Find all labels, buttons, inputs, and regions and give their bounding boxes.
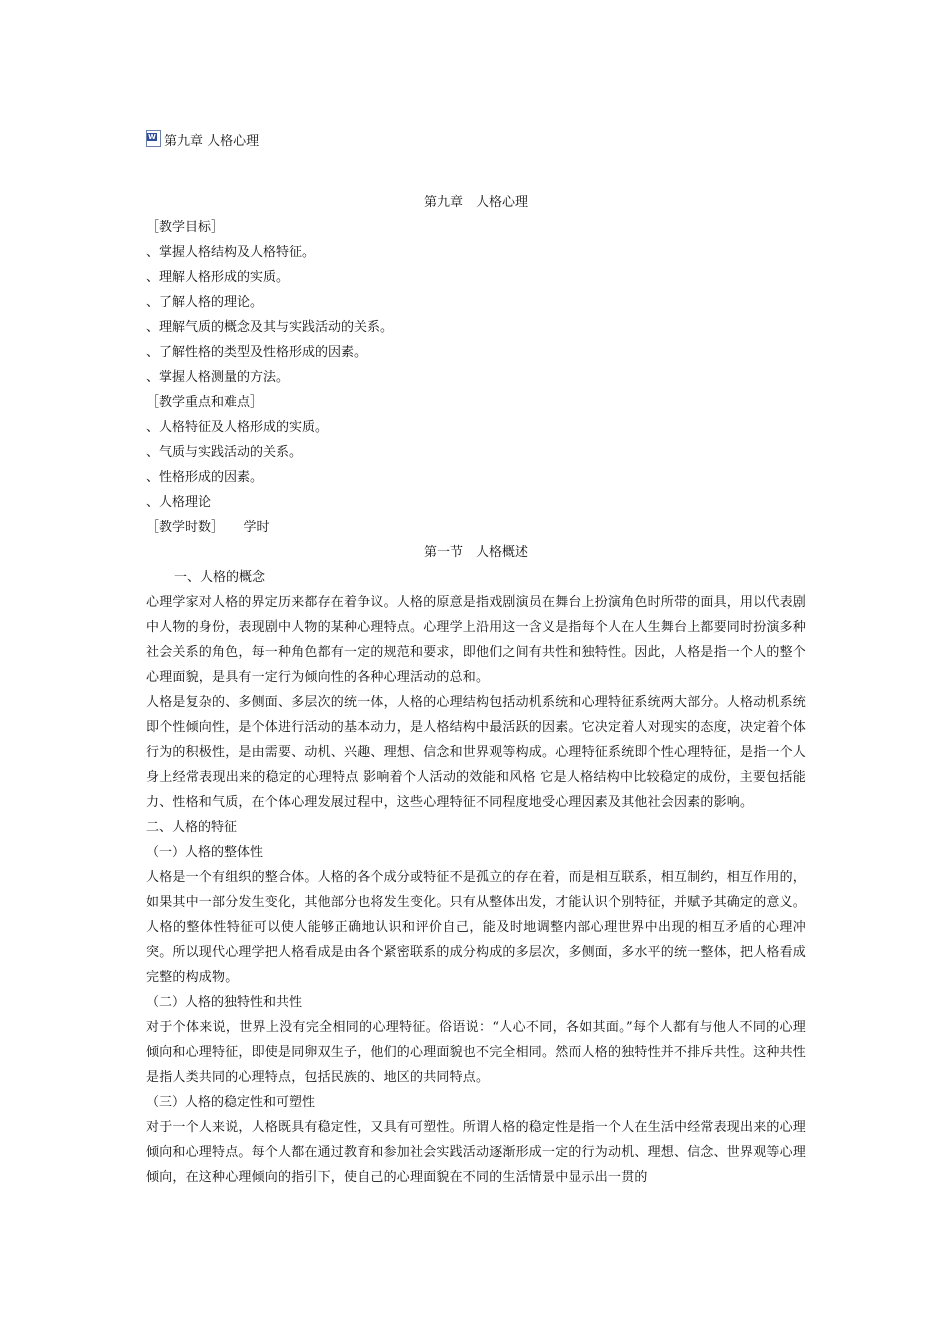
objectives-heading: ［教学目标］ (146, 220, 225, 235)
embedded-file-link[interactable] (146, 127, 259, 149)
chapter-title: 第九章 人格心理 (423, 195, 528, 210)
objective-item: 、理解人格形成的实质。 (146, 270, 290, 285)
teaching-hours: ［教学时数］ 学时 (146, 520, 270, 535)
word-document-icon[interactable]: W (146, 130, 162, 148)
key-point-item: 、气质与实践活动的关系。 (146, 445, 303, 460)
trait-2-paragraph: 对于个体来说，世界上没有完全相同的心理特征。俗语说：“人心不同，各如其面。”每个人都有与他人不同的心理倾向和心理特征，即使是同卵双生子，他们的心理面貌也不完全相同。然而人格的独特性并不排斥共性。这种共性是指人类共同的心理特点，包括民族的、地区的共同特点。 (146, 1020, 807, 1085)
concept-heading: 一、人格的概念 (174, 570, 266, 585)
key-point-item: 、人格特征及人格形成的实质。 (146, 420, 329, 435)
concept-paragraph-1: 心理学家对人格的界定历来都存在着争议。人格的原意是指戏剧演员在舞台上扮演角色时所带的面具，用以代表剧中人物的身份，表现剧中人物的某种心理特点。心理学上沿用这一含义是指每个人在人生舞台上都要同时扮演多种社会关系的角色，每一种角色都有一定的规范和要求，即他们之间有共性和独特性。因此，人格是指一个人的整个心理面貌，是具有一定行为倾向性的各种心理活动的总和。 (146, 595, 807, 685)
document-body (146, 190, 806, 1190)
objective-item: 、掌握人格测量的方法。 (146, 370, 290, 385)
trait-3-paragraph: 对于一个人来说，人格既具有稳定性，又具有可塑性。所谓人格的稳定性是指一个人在生活中经常表现出来的心理倾向和心理特点。每个人都在通过教育和参加社会实践活动逐渐形成一定的行为动机、理想、信念、世界观等心理倾向，在这种心理倾向的指引下，使自己的心理面貌在不同的生活情景中显示出一贯的 (146, 1120, 807, 1185)
trait-1-paragraph: 人格是一个有组织的整合体。人格的各个成分或特征不是孤立的存在着，而是相互联系，相互制约，相互作用的，如果其中一部分发生变化，其他部分也将发生变化。只有从整体出发，才能认识个别特征，并赋予其确定的意义。人格的整体性特征可以使人能够正确地认识和评价自己，能及时地调整内部心理世界中出现的相互矛盾的心理冲突。所以现代心理学把人格看成是由各个紧密联系的成分构成的多层次，多侧面，多水平的统一整体，把人格看成完整的构成物。 (146, 870, 807, 985)
objective-item: 、了解人格的理论。 (146, 295, 264, 310)
trait-3-heading: （三）人格的稳定性和可塑性 (146, 1095, 316, 1110)
traits-heading: 二、人格的特征 (146, 820, 238, 835)
key-points-heading: ［教学重点和难点］ (146, 395, 264, 410)
trait-2-heading: （二）人格的独特性和共性 (146, 995, 303, 1010)
objective-item: 、了解性格的类型及性格形成的因素。 (146, 345, 368, 360)
key-point-item: 、性格形成的因素。 (146, 470, 264, 485)
key-point-item: 、人格理论 (146, 495, 212, 510)
section-title: 第一节 人格概述 (423, 545, 528, 560)
trait-1-heading: （一）人格的整体性 (146, 845, 264, 860)
concept-paragraph-2: 人格是复杂的、多侧面、多层次的统一体，人格的心理结构包括动机系统和心理特征系统两大部分。人格动机系统即个性倾向性，是个体进行活动的基本动力，是人格结构中最活跃的因素。它决定着人对现实的态度，决定着个体行为的积极性，是由需要、动机、兴趣、理想、信念和世界观等构成。心理特征系统即个性心理特征，是指一个人身上经常表现出来的稳定的心理特点 影响着个人活动的效能和风格 它是人格结构中比较稳定的成份，主要包括能力、性格和气质，在个体心理发展过程中，这些心理特征不同程度地受心理因素及其他社会因素的影响。 (146, 695, 807, 810)
file-link-label[interactable]: 第九章 人格心理 (164, 134, 260, 149)
objective-item: 、理解气质的概念及其与实践活动的关系。 (146, 320, 394, 335)
objective-item: 、掌握人格结构及人格特征。 (146, 245, 316, 260)
